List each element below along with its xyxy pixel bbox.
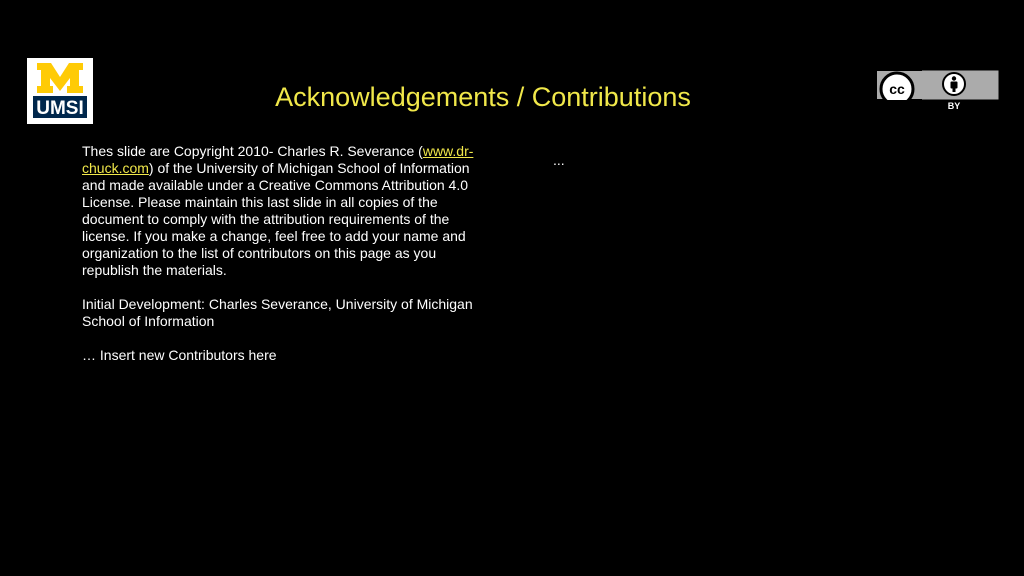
copyright-text-before-link: Thes slide are Copyright 2010- Charles R. Severance ( [82,143,423,159]
contributors-placeholder: … Insert new Contributors here [82,347,277,363]
dr-chuck-link[interactable]: www.dr-chuck.com [82,143,474,176]
cc-by-label: BY [947,101,961,111]
copyright-text-after-link: ) of the University of Michigan School of Information and made available under a Creative Commons Attribution 4.0 License. Please maintain this last slide in all copies of the document to comply with the attribution requirements of the license. If you make a change, feel free to add your name and organization to the list of contributors on this page as you republish the materials. [82,160,470,278]
umsi-logo-text: UMSI [36,98,84,119]
slide-title: Acknowledgements / Contributions [275,82,691,112]
creative-commons-by-icon [876,70,999,100]
right-column-text: ... [553,152,565,168]
initial-development-paragraph: Initial Development: Charles Severance, University of Michigan School of Information [82,296,473,329]
acknowledgement-text [82,143,492,381]
copyright-paragraph [82,143,492,279]
cc-label: cc [889,81,905,97]
